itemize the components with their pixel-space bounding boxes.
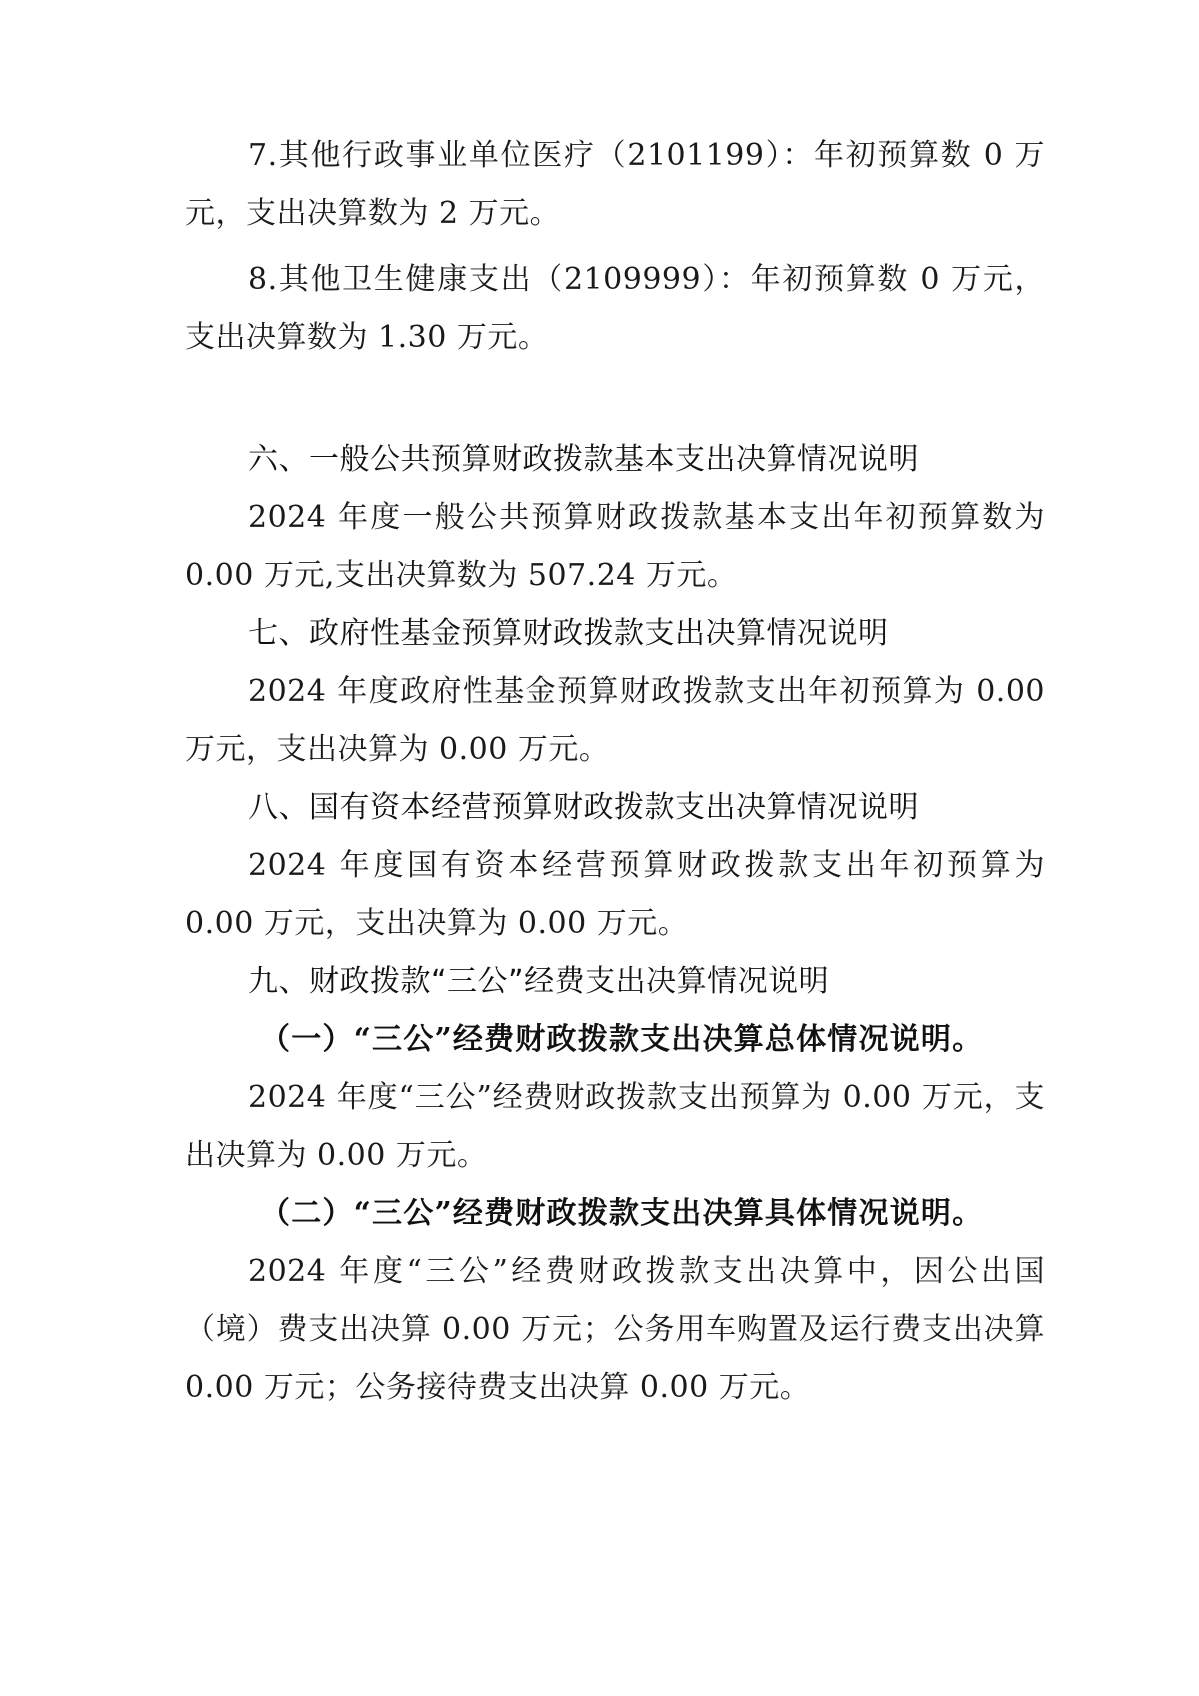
body-text-block-sections — [185, 431, 1045, 1417]
section-7-heading: 七、政府性基金预算财政拨款支出决算情况说明 — [248, 616, 889, 651]
section-8-heading: 八、国有资本经营预算财政拨款支出决算情况说明 — [248, 790, 919, 825]
paragraph-item-8: 8.其他卫生健康支出（2109999）：年初预算数 0 万元，支出决算数为 1.30 万元。 — [185, 262, 1045, 355]
section-9-heading: 九、财政拨款“三公”经费支出决算情况说明 — [248, 964, 830, 999]
paragraph-item-7: 7.其他行政事业单位医疗（2101199）：年初预算数 0 万元，支出决算数为 2 万元。 — [185, 138, 1045, 231]
section-9-sub2-body: 2024 年度“三公”经费财政拨款支出决算中，因公出国（境）费支出决算 0.00 万元；公务用车购置及运行费支出决算 0.00 万元；公务接待费支出决算 0.00 万元。 — [185, 1254, 1045, 1405]
section-6-heading: 六、一般公共预算财政拨款基本支出决算情况说明 — [248, 442, 919, 477]
section-9-sub1-body: 2024 年度“三公”经费财政拨款支出预算为 0.00 万元，支出决算为 0.00 万元。 — [185, 1080, 1045, 1173]
section-9-sub1-heading: （一）“三公”经费财政拨款支出决算总体情况说明。 — [260, 1022, 984, 1057]
section-9-sub2-heading: （二）“三公”经费财政拨款支出决算具体情况说明。 — [260, 1196, 984, 1231]
section-7-body: 2024 年度政府性基金预算财政拨款支出年初预算为 0.00 万元，支出决算为 0.00 万元。 — [185, 674, 1045, 767]
section-8-body: 2024 年度国有资本经营预算财政拨款支出年初预算为 0.00 万元，支出决算为 0.00 万元。 — [185, 848, 1045, 941]
body-text-block-top — [185, 127, 1045, 367]
section-6-body: 2024 年度一般公共预算财政拨款基本支出年初预算数为 0.00 万元,支出决算数为 507.24 万元。 — [185, 500, 1045, 593]
